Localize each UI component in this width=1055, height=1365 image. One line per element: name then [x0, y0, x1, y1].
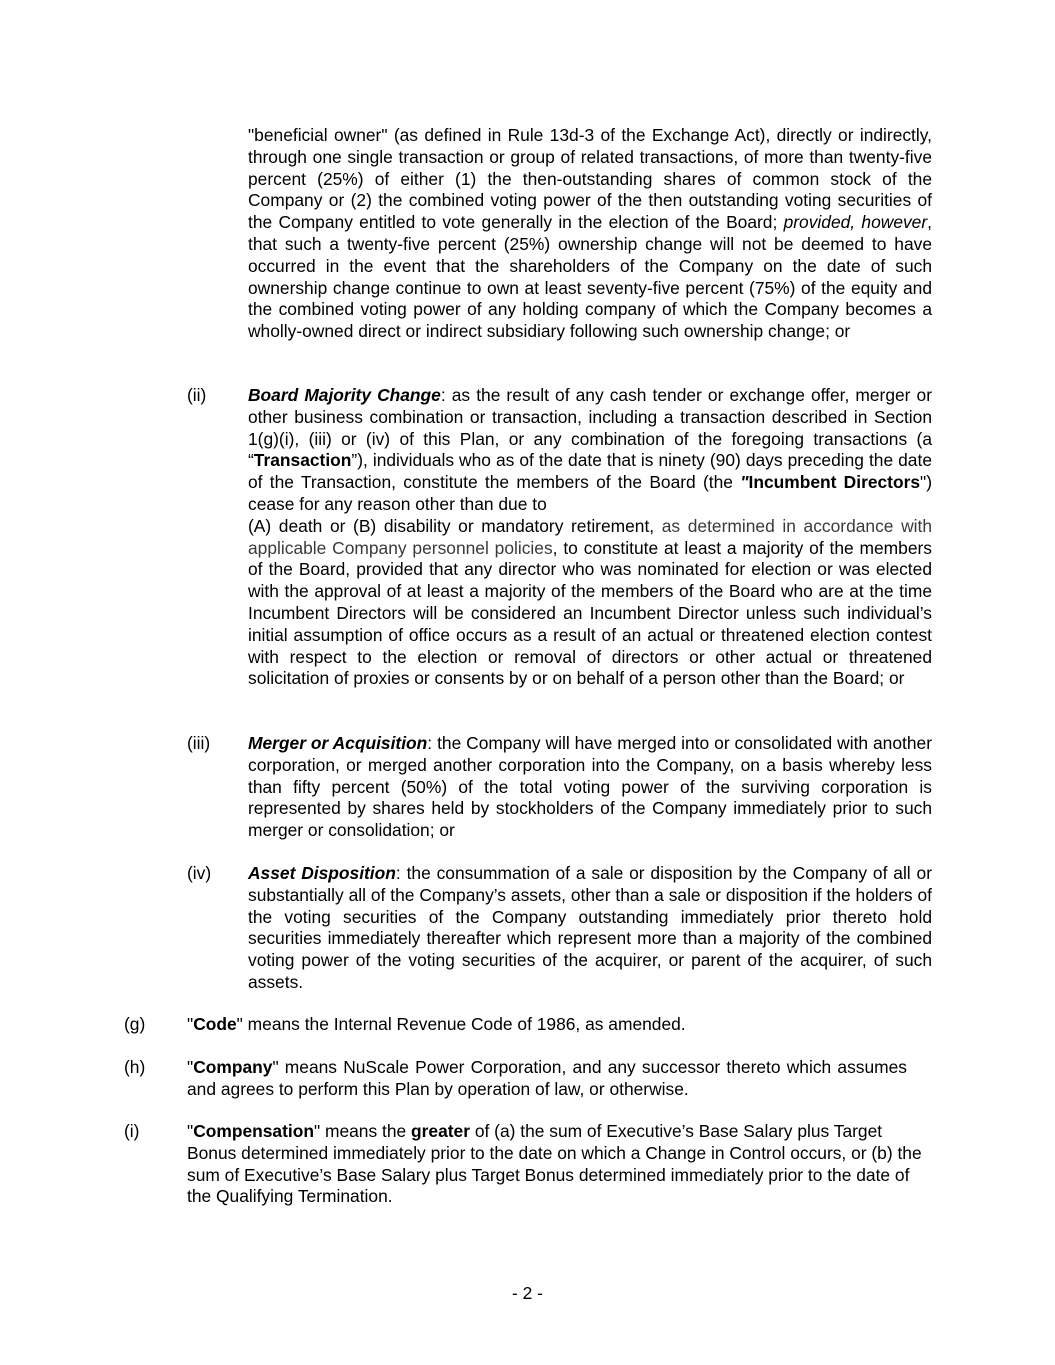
definition-i-open-quote: ": [187, 1121, 194, 1141]
clause-iv-marker: (iv): [187, 863, 212, 883]
intro-italic-proviso: provided, however: [783, 212, 928, 233]
page-number: - 2 -: [512, 1283, 543, 1303]
term-transaction: Transaction: [253, 450, 352, 471]
intro-text-part1: "beneficial owner" (as defined in Rule 13d-3 of the Exchange Act), directly or indirectly, through one single transaction or group of related transactions, of more than twenty-five percent (25%) of either (1) the then-outstanding shares of common stock of the Company or (2) the combined voting power of the then outstanding voting securities of the Company entitled to vote generally in the election of the Board;: [248, 125, 932, 233]
clause-ii-text-b: [248, 516, 932, 690]
clause-ii-body: [248, 385, 932, 690]
definition-i-text1: " means the: [313, 1121, 412, 1141]
term-greater: greater: [411, 1121, 470, 1141]
clause-iii-text: : the Company will have merged into or consolidated with another corporation, or merged another corporation into the Company, on a basis whereby less than fifty percent (50%) of the total voting power of the surviving corporation is represented by shares held by stockholders of the Company immediately prior to such merger or consolidation; or: [248, 733, 932, 841]
clause-ii-text1: : as the result of any cash tender or exchange offer, merger or other business combination or transaction, including a transaction described in Section 1(g)(i), (iii) or (iv) of this Plan, or any combination of the foregoing transactions (a “: [248, 385, 932, 471]
definition-h-open-quote: ": [187, 1057, 194, 1077]
clause-ii-heading: Board Majority Change: [248, 385, 441, 405]
definition-g-marker: (g): [124, 1014, 146, 1034]
definition-g-text: " means the Internal Revenue Code of 1986, as amended.: [236, 1014, 686, 1034]
definition-g-body: [187, 1014, 932, 1036]
clause-iii-body: [248, 733, 932, 842]
term-company: Company: [193, 1057, 273, 1077]
clause-ii-text3: ") cease for any reason other than due to: [248, 472, 932, 514]
paragraph-beneficial-owner: [248, 125, 932, 343]
clause-ii-grey-text: as determined in accordance with applicable Company personnel policies: [248, 515, 932, 558]
clause-iii-marker: (iii): [187, 733, 211, 753]
definition-h-text: " means NuScale Power Corporation, and any successor thereto which assumes and agrees to perform this Plan by operation of law, or otherwise.: [187, 1057, 907, 1099]
definition-h-marker: (h): [124, 1057, 146, 1077]
clause-ii-text5: , to constitute at least a majority of the members of the Board, provided that any director who was nominated for election or was elected with the approval of at least a majority of the members of the Board who are at the time Incumbent Directors will be considered an Incumbent Director unless such individual’s initial assumption of office occurs as a result of an actual or threatened election contest with respect to the election or removal of directors or other actual or threatened solicitation of proxies or consents by or on behalf of a person other than the Board; or: [248, 537, 932, 689]
definition-i-marker: (i): [124, 1121, 140, 1141]
term-compensation: Compensation: [193, 1121, 314, 1141]
term-code: Code: [193, 1014, 237, 1034]
term-incumbent-quote: ": [740, 472, 749, 493]
clause-ii-text-a: [248, 385, 932, 516]
clause-ii-text4: (A) death or (B) disability or mandatory retirement,: [248, 515, 662, 536]
definition-g-open-quote: ": [187, 1014, 194, 1034]
definition-i-text2: of (a) the sum of Executive’s Base Salary plus Target Bonus determined immediately prior to the date on which a Change in Control occurs, or (b) the sum of Executive’s Base Salary plus Target Bonus determined immediately prior to the date of the Qualifying Termination.: [187, 1121, 922, 1207]
clause-iv-body: [248, 863, 932, 994]
clause-iv-text: : the consummation of a sale or disposition by the Company of all or substantially all of the Company’s assets, other than a sale or disposition if the holders of the voting securities of the Company outstanding immediately prior thereto hold securities immediately thereafter which represent more than a majority of the combined voting power of the voting securities of the acquirer, or parent of the acquirer, of such assets.: [248, 863, 932, 992]
clause-ii-text2: ”), individuals who as of the date that is ninety (90) days preceding the date of the Transaction, constitute the members of the Board (the: [248, 450, 932, 493]
definition-i-body: [187, 1121, 935, 1208]
definition-h-body: [187, 1057, 907, 1101]
clause-iii-heading: Merger or Acquisition: [248, 733, 428, 753]
term-incumbent-directors: Incumbent Directors: [748, 472, 921, 493]
clause-iv-heading: Asset Disposition: [248, 863, 396, 883]
clause-ii-marker: (ii): [187, 385, 207, 405]
intro-text-part2: , that such a twenty-five percent (25%) ownership change will not be deemed to have occurred in the event that the shareholders of the Company on the date of such ownership change continue to own at least seventy-five percent (75%) of the equity and the combined voting power of any holding company of which the Company becomes a wholly-owned direct or indirect subsidiary following such ownership change; or: [248, 212, 932, 342]
